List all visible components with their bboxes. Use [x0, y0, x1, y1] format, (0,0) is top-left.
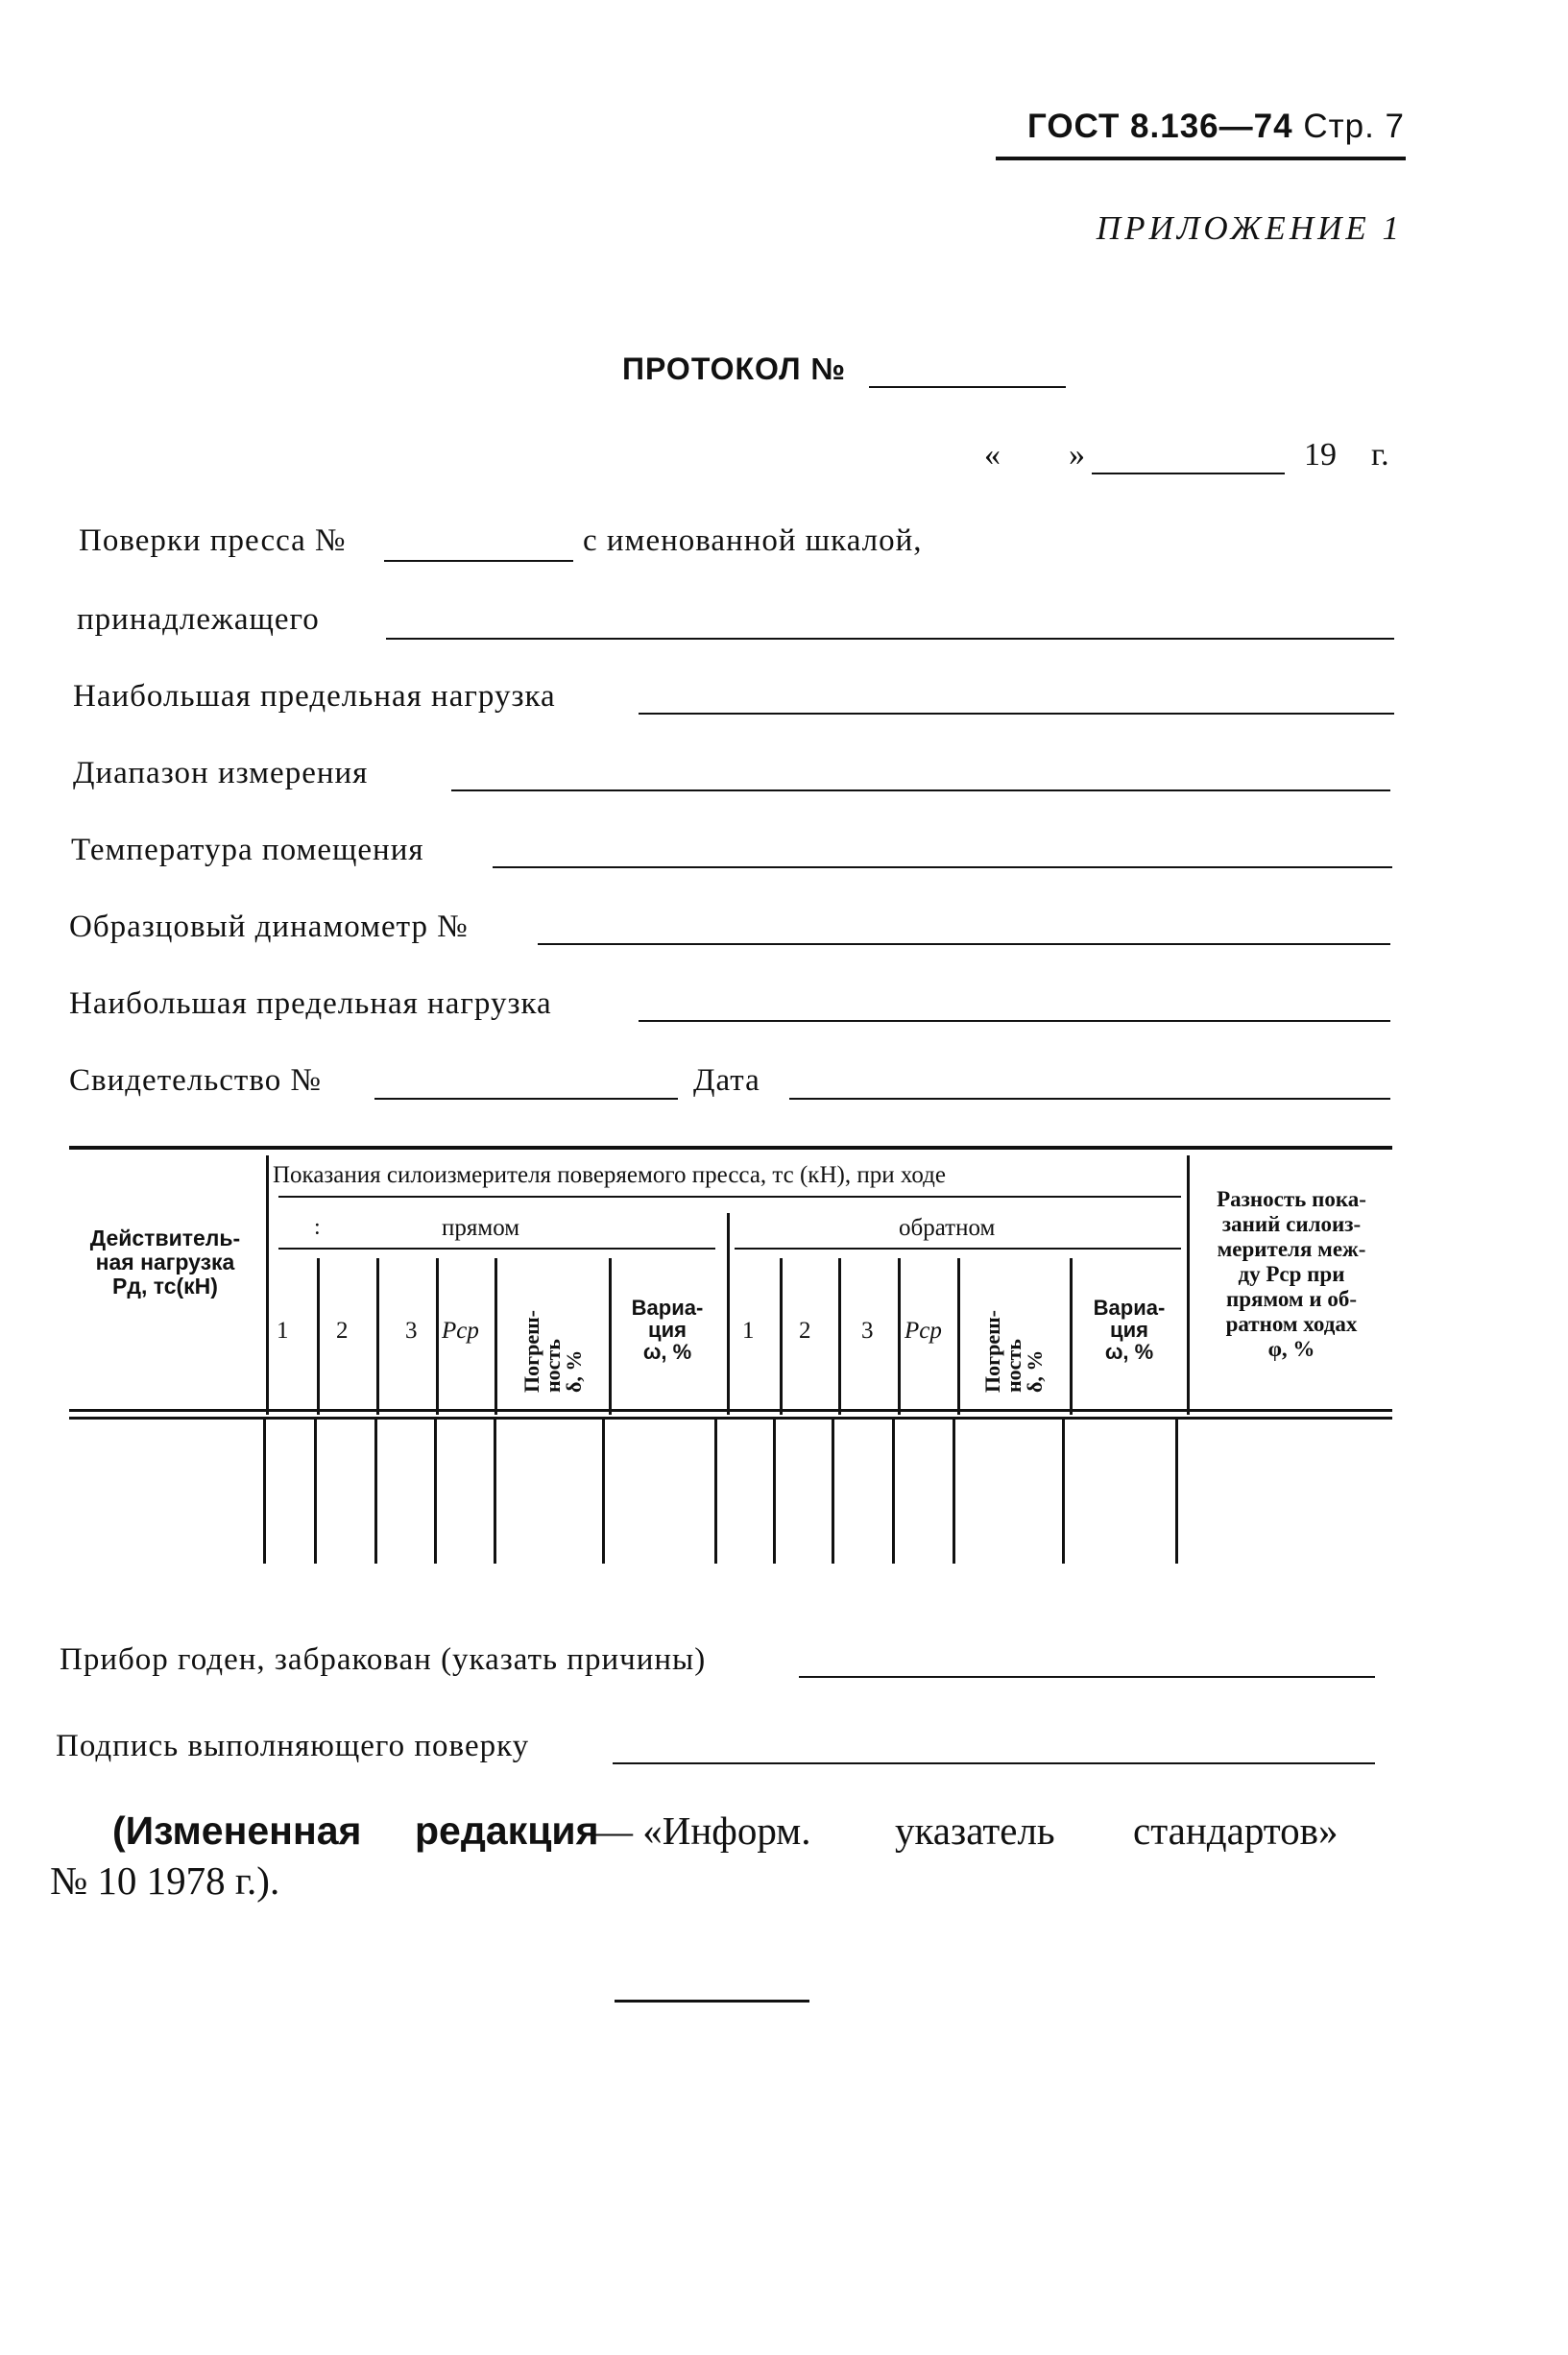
vline: [1175, 1420, 1178, 1564]
temperature-label: Температура помещения: [71, 833, 424, 867]
fwd-variation-line-3: ω, %: [642, 1340, 692, 1364]
difference-line-7: φ, %: [1267, 1337, 1315, 1361]
rev-variation-line-3: ω, %: [1104, 1340, 1154, 1364]
fwd-error-line-1: Погреш-: [519, 1309, 543, 1393]
rev-error-line-2: ность: [1001, 1339, 1025, 1393]
protocol-number-line[interactable]: [869, 386, 1066, 388]
vline: [1070, 1258, 1073, 1415]
difference-line-3: мерителя меж-: [1217, 1237, 1366, 1261]
fwd-col-3: 3: [405, 1318, 418, 1344]
vline: [266, 1155, 269, 1415]
vline: [838, 1258, 841, 1415]
fwd-variation-line-2: ция: [648, 1318, 687, 1342]
vline: [892, 1420, 895, 1564]
vline: [727, 1213, 730, 1415]
vline: [494, 1420, 496, 1564]
difference-line-4: ду Pср при: [1238, 1262, 1345, 1286]
edition-note: [112, 1808, 361, 1854]
difference-header: [1191, 1187, 1392, 1362]
rev-col-3: 3: [861, 1318, 874, 1344]
vline: [436, 1258, 439, 1415]
end-rule: [615, 2000, 809, 2003]
note-rest: — «Информ.: [593, 1809, 811, 1853]
protocol-title: ПРОТОКОЛ №: [622, 352, 847, 386]
reverse-header: обратном: [899, 1215, 996, 1241]
vline: [832, 1420, 834, 1564]
fwd-error-line-2: ность: [541, 1339, 565, 1393]
vline: [434, 1420, 437, 1564]
fwd-error-header: [521, 1310, 585, 1393]
signature-label: Подпись выполняющего поверку: [56, 1729, 530, 1763]
vline: [609, 1258, 612, 1415]
note-bold-2: редакция: [415, 1809, 599, 1853]
vline: [376, 1258, 379, 1415]
difference-line-2: заний силоиз-: [1221, 1212, 1362, 1236]
press-label: Поверки пресса №: [79, 523, 347, 558]
difference-line-1: Разность пока-: [1217, 1187, 1366, 1211]
rev-error-header: [982, 1310, 1046, 1393]
vline: [1187, 1155, 1190, 1415]
actual-load-header: [69, 1226, 261, 1299]
signature-line[interactable]: [613, 1762, 1375, 1764]
press-suffix: с именованной шкалой,: [583, 523, 923, 558]
verdict-label: Прибор годен, забракован (указать причины): [60, 1642, 707, 1677]
fwd-error-line-3: δ, %: [562, 1349, 586, 1393]
rev-variation-line-2: ция: [1110, 1318, 1148, 1342]
group-header-rule: [278, 1196, 1181, 1198]
date-row: [984, 437, 1001, 473]
difference-line-5: прямом и об-: [1226, 1287, 1357, 1311]
forward-header-rule: [278, 1248, 715, 1250]
note-line-2: № 10 1978 г.).: [50, 1858, 280, 1903]
table-header-rule-2: [69, 1417, 1392, 1420]
fwd-variation-line-1: Вариа-: [631, 1296, 704, 1320]
vline: [374, 1420, 377, 1564]
date-open-quote: «: [984, 437, 1001, 473]
max-load-line[interactable]: [639, 713, 1394, 715]
actual-load-line-1: Действитель-: [89, 1226, 241, 1250]
verdict-line[interactable]: [799, 1676, 1375, 1678]
vline: [263, 1420, 266, 1564]
note-word-2: стандартов»: [1133, 1809, 1339, 1853]
header-rule: [996, 157, 1406, 160]
range-line[interactable]: [451, 789, 1390, 791]
owner-label: принадлежащего: [77, 602, 320, 637]
owner-line[interactable]: [386, 638, 1394, 640]
forward-mark: :: [314, 1215, 321, 1240]
max-load-label: Наибольшая предельная нагрузка: [73, 679, 556, 714]
date-field-line[interactable]: [789, 1098, 1390, 1100]
certificate-line[interactable]: [374, 1098, 678, 1100]
rev-col-1: 1: [742, 1318, 755, 1344]
note-word-1: указатель: [895, 1809, 1055, 1853]
temperature-line[interactable]: [493, 866, 1392, 868]
page-header: [1027, 108, 1405, 146]
rev-variation-header: [1073, 1297, 1185, 1363]
certificate-label: Свидетельство №: [69, 1063, 322, 1098]
vline: [780, 1258, 783, 1415]
rev-col-2: 2: [799, 1318, 811, 1344]
vline: [317, 1258, 320, 1415]
difference-line-6: ратном ходах: [1225, 1312, 1358, 1336]
vline: [957, 1258, 960, 1415]
vline: [773, 1420, 776, 1564]
vline: [314, 1420, 317, 1564]
standard-number: ГОСТ 8.136—74: [1026, 108, 1293, 145]
date-line[interactable]: [1092, 473, 1285, 474]
dynamometer-line[interactable]: [538, 943, 1390, 945]
date-close-quote: »: [1069, 437, 1085, 473]
group-header: Показания силоизмерителя поверяемого пресса, тс (кН), при ходе: [273, 1162, 946, 1188]
forward-header: прямом: [442, 1215, 520, 1241]
vline: [602, 1420, 605, 1564]
actual-load-line-2: ная нагрузка: [95, 1250, 235, 1275]
rev-col-pcp: Pср: [905, 1318, 942, 1344]
reverse-header-rule: [735, 1248, 1181, 1250]
date-field-label: Дата: [693, 1063, 760, 1098]
vline: [1062, 1420, 1065, 1564]
date-year: 19: [1304, 437, 1337, 473]
date-year-suffix: г.: [1371, 437, 1389, 473]
vline: [898, 1258, 901, 1415]
max-load-2-line[interactable]: [639, 1020, 1390, 1022]
dynamometer-label: Образцовый динамометр №: [69, 910, 469, 944]
fwd-col-2: 2: [336, 1318, 349, 1344]
actual-load-line-3: Pд, тс(кН): [112, 1274, 218, 1299]
page-number: Стр. 7: [1303, 108, 1405, 145]
rev-error-line-1: Погреш-: [980, 1309, 1004, 1393]
note-bold-1: (Измененная: [112, 1809, 362, 1853]
table-top-rule: [69, 1146, 1392, 1150]
vline: [495, 1258, 497, 1415]
fwd-variation-header: [615, 1297, 720, 1363]
vline: [953, 1420, 955, 1564]
range-label: Диапазон измерения: [73, 756, 369, 790]
rev-error-line-3: δ, %: [1023, 1349, 1047, 1393]
max-load-2-label: Наибольшая предельная нагрузка: [69, 986, 552, 1021]
press-number-line[interactable]: [384, 560, 573, 562]
rev-variation-line-1: Вариа-: [1093, 1296, 1166, 1320]
vline: [714, 1420, 717, 1564]
fwd-col-1: 1: [277, 1318, 289, 1344]
note-bold-2-wrap: [415, 1808, 599, 1854]
appendix-label: ПРИЛОЖЕНИЕ 1: [1096, 209, 1403, 247]
fwd-col-pcp: Pср: [442, 1318, 479, 1344]
